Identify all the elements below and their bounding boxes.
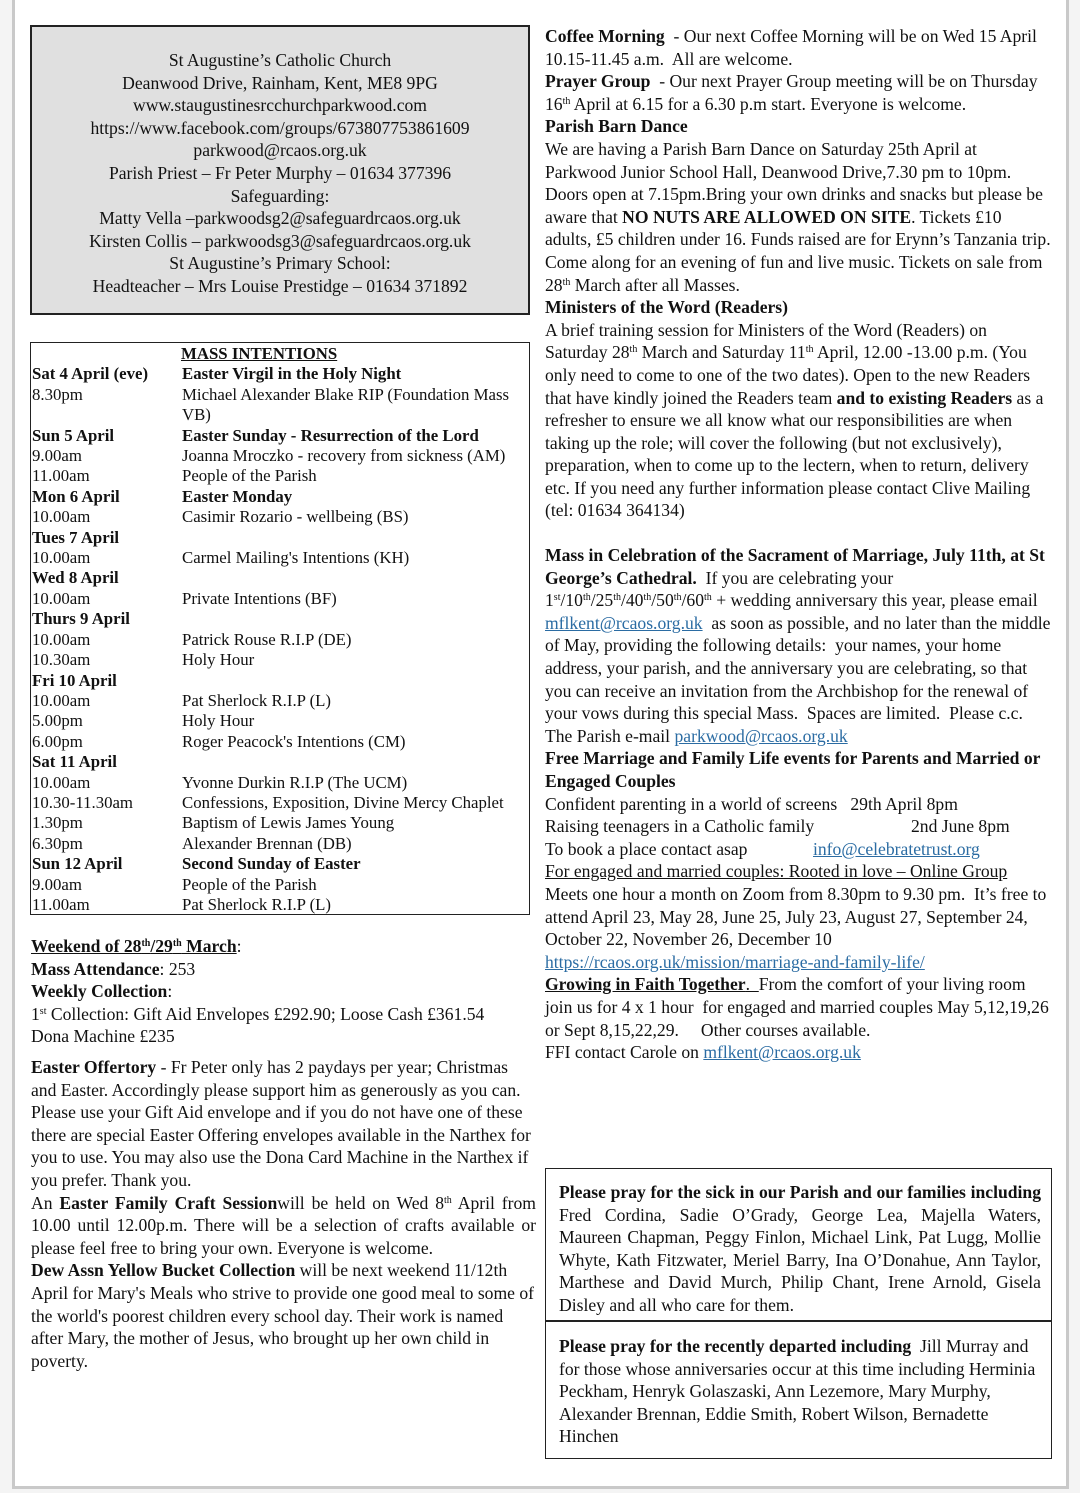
mass-intention-row [31,711,529,731]
prayer-group: Prayer Group - Our next Prayer Group meeting will be on Thursday 16th April at 6.15 for a 6.30 p.m start. Everyone is welcome. [545,71,1042,114]
safeguarding-contact-2: Kirsten Collis – parkwoodsg3@safeguardrcaos.org.uk [89,230,471,251]
mass-intention-row [31,895,529,915]
mass-intention: Alexander Brennan (DB) [182,833,352,853]
mass-intention-row [31,630,529,650]
mass-intention-row [31,834,529,854]
mass-intention: Baptism of Lewis James Young [182,813,395,833]
pray-sick-names: Fred Cordina, Sadie O’Grady, George Lea, Majella Waters, Maureen Chapman, Peggy Finlon, Michael Link, Pat Lugg, Mollie Whyte, Kath Fitzwater, Meriel Barry, Ina O’Donahue, Ann Taylor, Marthese and David Murch, Philip Chant, Irene Arnold, Gisela Disley and all who care for them. [559,1204,1041,1315]
easter-craft-session: An Easter Family Craft Sessionwill be held on Wed 8th April from 10.00 until 12.00p.m. There will be a selection of crafts available or please feel free to bring your own. Everyone is welcome. [31,1192,536,1258]
mass-intention-row [31,385,529,426]
facebook-url: https://www.facebook.com/groups/673807753861609 [90,117,470,138]
mass-day-row [31,568,529,588]
mass-feast [182,752,529,772]
mass-day-row [31,426,529,446]
mass-day: Sat 4 April (eve) [32,364,149,384]
mass-intention: Holy Hour [182,711,255,731]
school-label: St Augustine’s Primary School: [169,253,391,274]
mass-intention-row [31,875,529,895]
mass-time: 10.00am [32,772,91,792]
mass-intention: People of the Parish [182,466,317,486]
mass-intention-row [31,589,529,609]
mass-time: 9.00am [32,874,82,894]
headteacher: Headteacher – Mrs Louise Prestidge – 01634 371892 [92,275,468,296]
mass-intention-row [31,650,529,670]
mass-time: 9.00am [32,446,82,466]
family-life-url-link[interactable]: https://rcaos.org.uk/mission/marriage-and-family-life/ [545,951,925,972]
mass-time: 10.30-11.30am [32,792,133,812]
mass-intention: Yvonne Durkin R.I.P (The UCM) [182,772,408,792]
mass-intention: Patrick Rouse R.I.P (DE) [182,629,352,649]
parish-priest: Parish Priest – Fr Peter Murphy – 01634 377396 [108,162,452,183]
mass-feast: Easter Sunday - Resurrection of the Lord [182,425,479,445]
mass-intention-row [31,691,529,711]
ministers-heading: Ministers of the Word (Readers) [545,297,789,318]
mass-intention: People of the Parish [182,874,317,894]
mass-intention-row [31,507,529,527]
mass-time: 8.30pm [32,384,83,404]
mass-day-row [31,364,529,384]
mass-day: Thurs 9 April [32,609,130,629]
mass-time: 1.30pm [32,813,83,833]
mass-day: Sun 5 April [32,425,115,445]
rooted-in-love-text: Meets one hour a month on Zoom from 8.30pm to 9.30 pm. It’s free to attend April 23, May 28, June 25, July 23, August 27, September 24, October 22, November 26, December 10 [545,883,1051,950]
church-website: www.staugustinesrcchurchparkwood.com [133,95,427,116]
mass-intention: Joanna Mroczko - recovery from sickness (AM) [182,446,506,466]
mass-time: 10.00am [32,507,91,527]
church-address: Deanwood Drive, Rainham, Kent, ME8 9PG [122,72,438,93]
mass-day: Tues 7 April [32,527,120,547]
mass-intention: Confessions, Exposition, Divine Mercy Chaplet [182,792,504,812]
mass-time: 10.00am [32,548,91,568]
mass-intention-row [31,446,529,466]
mass-day: Sun 12 April [32,854,123,874]
pray-for-departed-box [545,1321,1052,1459]
pray-sick-heading: Please pray for the sick in our Parish and our families including [559,1182,1041,1202]
mass-day: Mon 6 April [32,486,120,506]
mass-day-row [31,487,529,507]
easter-offertory: Easter Offertory - Fr Peter only has 2 paydays per year; Christmas and Easter. Accordingly please support him as generously as you can. Please use your Gift Aid envelope and if you do not have one of these there are special Easter Offering envelopes available in the Narthex for you to use. You may also use the Dona Card Machine in the Narthex if you prefer. Thank you. [31,1056,531,1190]
mass-day-row [31,854,529,874]
marriage-mass: Mass in Celebration of the Sacrament of Marriage, July 11th, at St George’s Cathedral. If you are celebrating your 1st/10th/25th/40th/50th/60th + wedding anniversary this year, please email mflkent@rcaos.org.uk as soon as possible, and no later than the middle of May, providing the following details: your names, your home address, your parish, and the anniversary you are celebrating, so that you can receive an invitation from the Archbishop for the renewal of your vows during this special Mass. Spaces are limited. Please c.c. The Parish e-mail parkwood@rcaos.org.uk [545,545,1055,746]
mass-day-row [31,609,529,629]
mass-time: 6.30pm [32,833,83,853]
mass-intention-row [31,793,529,813]
mass-feast: Easter Monday [182,486,293,506]
weekly-collection-label: Weekly Collection: [31,981,173,1002]
mass-time: 11.00am [32,466,90,486]
parish-email: parkwood@rcaos.org.uk [193,140,367,161]
mass-attendance: Mass Attendance: 253 [31,958,196,979]
barn-dance-tickets: Come along for an evening of fun and live music. Tickets on sale from 28th March after all Masses. [545,251,1043,295]
mass-feast [182,528,529,548]
mass-intention: Michael Alexander Blake RIP (Foundation Mass VB) [182,384,510,425]
growing-ffi: FFI contact Carole on mflkent@rcaos.org.uk [545,1042,861,1063]
rooted-in-love-heading: For engaged and married couples: Rooted in love – Online Group [545,861,1008,882]
safeguarding-contact-1: Matty Vella –parkwoodsg2@safeguardrcaos.org.uk [99,208,461,229]
mass-intention: Holy Hour [182,650,255,670]
mass-day-row [31,752,529,772]
mass-time: 10.00am [32,588,91,608]
family-event-1: Confident parenting in a world of screens 29th April 8pm [545,793,958,814]
mass-time: 10.00am [32,629,91,649]
mass-intention: Carmel Mailing's Intentions (KH) [182,548,410,568]
mass-feast: Easter Virgil in the Holy Night [182,364,402,384]
mass-intentions-table [30,342,530,915]
mass-feast: Second Sunday of Easter [182,854,361,874]
pray-departed-names: Jill Murray and for those whose anniversaries occur at this time including Herminia Peckham, Henryk Golaszaski, Ann Lezemore, Mary Murphy, Alexander Brennan, Eddie Smith, Robert Wilson, Bernadette Hinchen [559,1336,1040,1447]
mass-intention: Pat Sherlock R.I.P (L) [182,894,331,914]
mass-time: 10.30am [32,650,91,670]
yellow-bucket-collection: Dew Assn Yellow Bucket Collection will be next weekend 11/12th April for Mary's Meals who strive to provide one good meal to some of the world's poorest children every school day. Their work is named after Mary, the mother of Jesus, who brought up her own child in poverty. [31,1260,535,1371]
pray-for-sick-box [545,1168,1052,1321]
mass-day-row [31,671,529,691]
mass-intention-row [31,813,529,833]
mass-time: 10.00am [32,690,91,710]
mass-day: Wed 8 April [32,568,119,588]
right-column-notices [545,25,1055,1064]
safeguarding-label: Safeguarding: [230,185,330,206]
coffee-morning: Coffee Morning - Our next Coffee Morning will be on Wed 15 April 10.15-11.45 a.m. All are welcome. [545,26,1042,69]
church-name: St Augustine’s Catholic Church [168,50,392,70]
mass-intention-row [31,732,529,752]
mass-intention: Roger Peacock's Intentions (CM) [182,731,406,751]
mass-time: 11.00am [32,894,90,914]
mass-intention: Pat Sherlock R.I.P (L) [182,690,331,710]
marriage-email-link[interactable]: mflkent@rcaos.org.uk [545,612,703,633]
left-column-notices [31,935,536,1372]
parish-email-link[interactable]: parkwood@rcaos.org.uk [674,725,848,746]
mass-time: 5.00pm [32,711,83,731]
mass-feast [182,609,529,629]
weekend-heading: Weekend of 28th/29th March: [31,936,242,956]
contact-box [30,25,530,315]
celebrate-trust-email-link[interactable]: info@celebratetrust.org [813,838,980,859]
family-life-heading: Free Marriage and Family Life events for Parents and Married or Engaged Couples [545,748,1041,791]
dona-machine: Dona Machine £235 [31,1026,175,1047]
mass-intention-row [31,466,529,486]
collection-detail: 1st Collection: Gift Aid Envelopes £292.90; Loose Cash £361.54 [31,1003,485,1024]
mass-time: 6.00pm [32,731,83,751]
growing-in-faith: Growing in Faith Together. From the comfort of your living room join us for 4 x 1 hour for engaged and married couples May 5,12,19,26 or Sept 8,15,22,29. Other courses available. [545,974,1054,1040]
mass-intention-row [31,773,529,793]
mass-day-row [31,528,529,548]
barn-dance-heading: Parish Barn Dance [545,116,688,137]
mass-day: Fri 10 April [32,670,117,690]
pray-departed-heading: Please pray for the recently departed including [559,1336,912,1356]
mass-feast [182,671,529,691]
mass-feast [182,568,529,588]
booking-line: To book a place contact asap info@celebratetrust.org [545,838,980,859]
ministers-text: A brief training session for Ministers of the Word (Readers) on Saturday 28th March and Saturday 11th April, 12.00 -13.00 p.m. (You only need to come to one of the two dates). Open to the new Readers that have kindly joined the Readers team and to existing Readers as a refresher to ensure we all know what our responsibilities are when taking up the role; will cover the following (but not exclusively), preparation, when to come up to the lectern, when to return, delivery etc. If you need any further information please contact Clive Mailing (tel: 01634 364134) [545,319,1044,521]
mass-intention: Casimir Rozario - wellbeing (BS) [182,507,409,527]
mass-intention-row [31,548,529,568]
mass-intentions-title: MASS INTENTIONS [181,344,338,363]
mass-day: Sat 11 April [32,752,117,772]
barn-dance-text: We are having a Parish Barn Dance on Saturday 25th April at Parkwood Junior School Hall, Deanwood Drive,7.30 pm to 10pm. Doors open at 7.15pm.Bring your own drinks and snacks but please be aware that NO NUTS ARE ALLOWED ON SITE. Tickets £10 adults, £5 children under 16. Funds raised are for Erynn’s Tanzania trip. [545,138,1051,250]
growing-email-link[interactable]: mflkent@rcaos.org.uk [703,1042,861,1063]
mass-intention: Private Intentions (BF) [182,588,337,608]
family-event-2: Raising teenagers in a Catholic family 2nd June 8pm [545,816,1010,837]
